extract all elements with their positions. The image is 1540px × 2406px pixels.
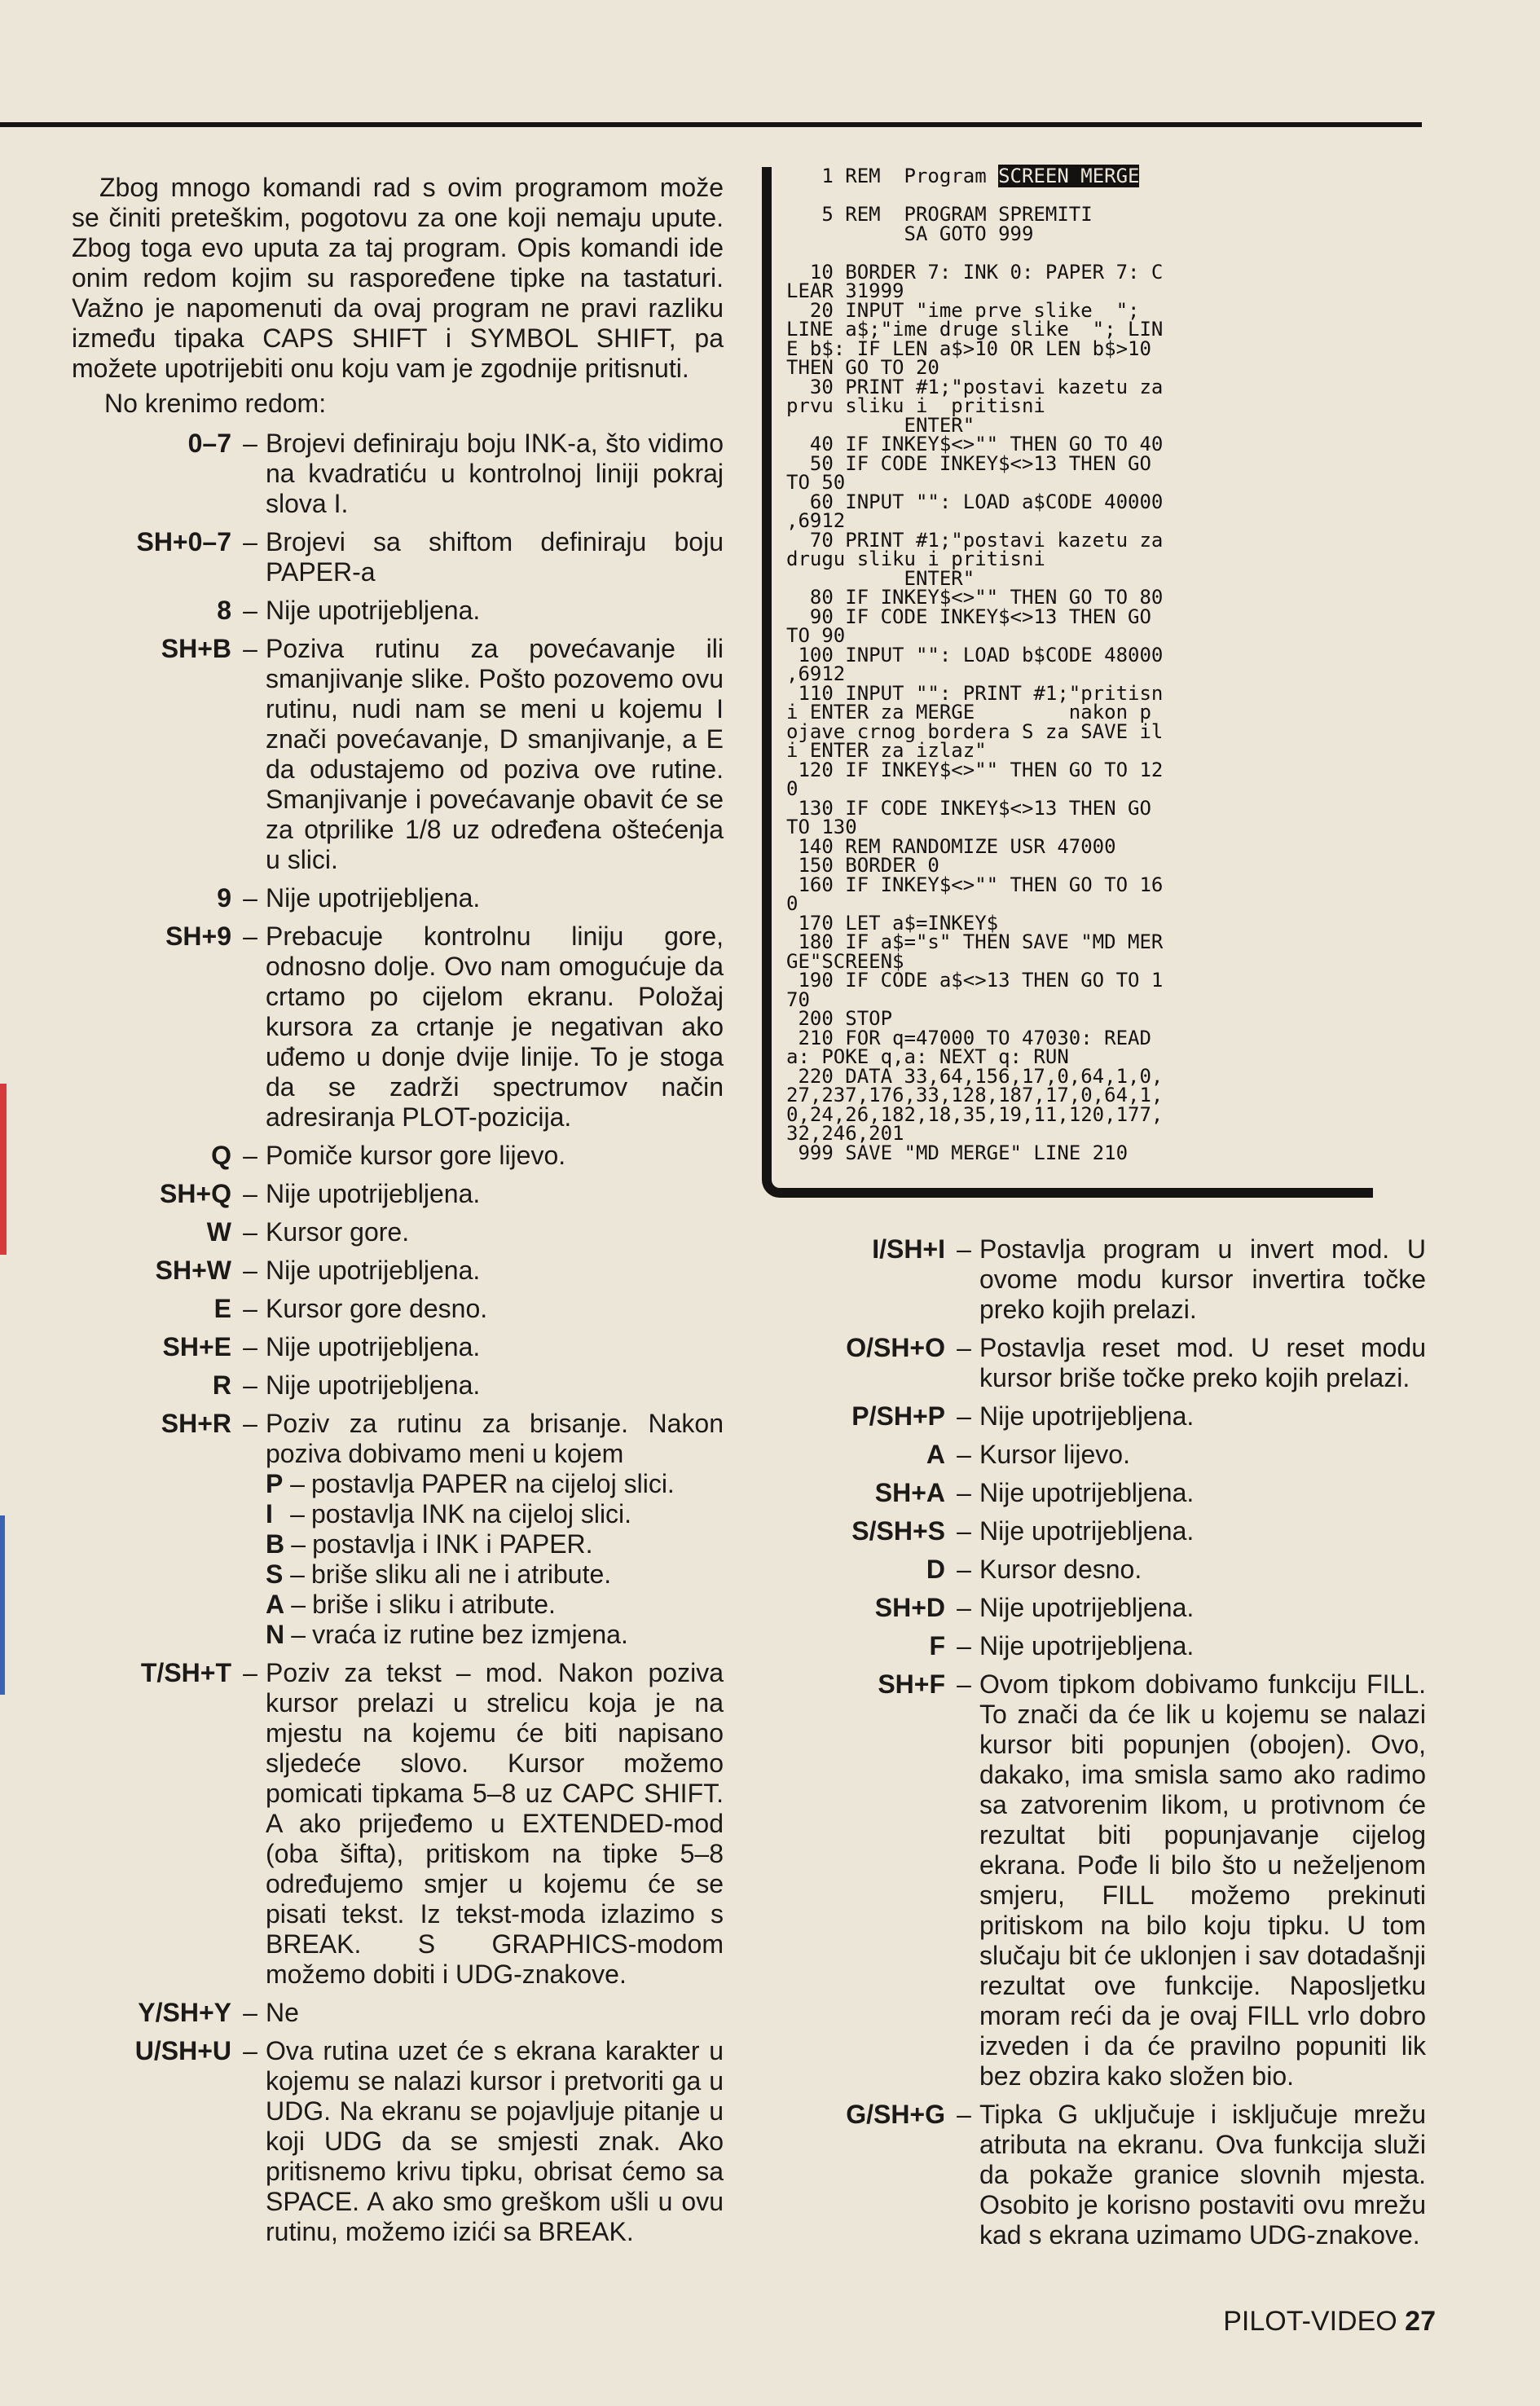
key-label: SH+B bbox=[161, 634, 231, 663]
key-description bbox=[266, 1409, 724, 1650]
code-text: 210 FOR q=47000 TO 47030: READ bbox=[786, 1026, 1151, 1049]
key-description bbox=[266, 429, 724, 519]
page-edge-red bbox=[0, 1084, 7, 1255]
code-line bbox=[786, 643, 1373, 666]
code-text: i ENTER za izlaz" bbox=[786, 739, 987, 762]
code-text: drugu sliku i pritisni bbox=[786, 548, 1045, 570]
dash: – bbox=[243, 1217, 257, 1247]
key-description bbox=[266, 921, 724, 1133]
key-label: 9 bbox=[217, 883, 231, 913]
code-text: 140 REM RANDOMIZE USR 47000 bbox=[786, 834, 1116, 858]
key-entry bbox=[72, 1217, 724, 1247]
submenu-key: N bbox=[266, 1620, 285, 1649]
key-label: I/SH+I bbox=[872, 1234, 945, 1264]
key-description bbox=[266, 634, 724, 875]
key-description bbox=[266, 1256, 724, 1286]
code-text: 32,246,201 bbox=[786, 1122, 904, 1145]
right-key-list bbox=[774, 1234, 1426, 2250]
key-entry bbox=[72, 1370, 724, 1401]
description-text: Poziv za rutinu za brisanje. Nakon poziva dobivamo meni u kojem bbox=[266, 1409, 724, 1468]
key-label: SH+D bbox=[874, 1593, 945, 1622]
code-line bbox=[786, 222, 1373, 245]
dash: – bbox=[291, 1620, 306, 1649]
code-line bbox=[786, 873, 1373, 896]
dash: – bbox=[957, 1234, 971, 1264]
key-entry bbox=[774, 1555, 1426, 1585]
dash: – bbox=[290, 1469, 305, 1498]
code-text: ,6912 bbox=[786, 662, 846, 685]
key-entry bbox=[774, 1333, 1426, 1393]
description-text: Brojevi sa shiftom definiraju boju PAPER-a bbox=[266, 527, 724, 587]
code-text: TO 130 bbox=[786, 816, 857, 838]
dash: – bbox=[243, 1409, 257, 1438]
basic-listing bbox=[786, 167, 1373, 1163]
description-text: Postavlja program u invert mod. U ovome modu kursor invertira točke preko kojih prelazi. bbox=[979, 1234, 1426, 1324]
dash: – bbox=[957, 1333, 971, 1362]
key-description bbox=[979, 1478, 1426, 1508]
key-label: W bbox=[206, 1217, 231, 1247]
submenu-item bbox=[266, 1590, 724, 1620]
key-entry bbox=[72, 634, 724, 875]
key-label: F bbox=[929, 1631, 945, 1660]
dash: – bbox=[243, 1332, 257, 1361]
description-text: Nije upotrijebljena. bbox=[979, 1631, 1195, 1660]
key-description bbox=[266, 1658, 724, 1990]
submenu-desc: postavlja i INK i PAPER. bbox=[312, 1529, 593, 1559]
key-description bbox=[979, 2100, 1426, 2250]
code-text: 200 STOP bbox=[786, 1007, 893, 1030]
key-label: 0–7 bbox=[187, 429, 231, 458]
key-entry bbox=[72, 1409, 724, 1650]
submenu-key: B bbox=[266, 1529, 285, 1559]
code-text: 90 IF CODE INKEY$<>13 THEN GO bbox=[786, 605, 1151, 628]
key-description bbox=[266, 1179, 724, 1209]
intro-lead: No krenimo redom: bbox=[104, 389, 327, 418]
dash: – bbox=[243, 1179, 257, 1208]
code-text: 70 bbox=[786, 987, 810, 1011]
description-text: Ova rutina uzet će s ekrana karakter u kojemu se nalazi kursor i pretvoriti ga u UDG. Na ekranu se pojavljuje pitanje u koji UDG da se smjesti znak. Ako pritisnemo krivu tipku, obrisat ćemo sa SPACE. A ako smo greškom ušli u ovu rutinu, možemo izići sa BREAK. bbox=[266, 2036, 724, 2246]
code-text: 120 IF INKEY$<>"" THEN GO TO 12 bbox=[786, 758, 1164, 781]
dash: – bbox=[243, 1998, 257, 2027]
submenu-desc: postavlja PAPER na cijeloj slici. bbox=[311, 1469, 675, 1498]
key-entry bbox=[72, 527, 724, 587]
key-entry bbox=[72, 2036, 724, 2247]
page-footer bbox=[1223, 2306, 1436, 2338]
code-line bbox=[786, 971, 1373, 991]
code-text: 40 IF INKEY$<>"" THEN GO TO 40 bbox=[786, 433, 1164, 455]
code-line bbox=[786, 605, 1373, 628]
code-text: a: POKE q,a: NEXT q: RUN bbox=[786, 1045, 1069, 1068]
code-text: 999 SAVE "MD MERGE" LINE 210 bbox=[786, 1141, 1129, 1164]
submenu-desc: briše i sliku i atribute. bbox=[312, 1590, 556, 1619]
code-text: TO 50 bbox=[786, 471, 846, 494]
description-text: Kursor gore. bbox=[266, 1217, 410, 1247]
key-description bbox=[979, 1669, 1426, 2092]
dash: – bbox=[957, 1631, 971, 1660]
key-label: T/SH+T bbox=[140, 1658, 231, 1687]
code-text: 0,24,26,182,18,35,19,11,120,177, bbox=[786, 1102, 1164, 1126]
dash: – bbox=[243, 596, 257, 625]
code-text: 190 IF CODE a$<>13 THEN GO TO 1 bbox=[786, 969, 1164, 992]
key-description bbox=[979, 1401, 1426, 1432]
submenu-key: P bbox=[266, 1469, 284, 1498]
submenu-item bbox=[266, 1620, 724, 1650]
description-text: Prebacuje kontrolnu liniju gore, odnosno dolje. Ovo nam omogućuje da crtamo po cijelom ekranu. Položaj kursora za crtanje je negativan ako uđemo u donje dvije linije. To je stoga da se zadrži spectrumov način adresiranja PLOT-pozicija. bbox=[266, 921, 724, 1132]
key-entry bbox=[774, 1631, 1426, 1661]
key-label: SH+E bbox=[162, 1332, 231, 1361]
key-description bbox=[266, 1141, 724, 1171]
description-text: Ne bbox=[266, 1998, 299, 2027]
code-text: ,6912 bbox=[786, 509, 846, 532]
code-text: 170 LET a$=INKEY$ bbox=[786, 911, 999, 935]
code-text: 130 IF CODE INKEY$<>13 THEN GO bbox=[786, 796, 1151, 820]
key-entry bbox=[72, 1179, 724, 1209]
code-text: LEAR 31999 bbox=[786, 279, 904, 302]
description-text: Kursor desno. bbox=[979, 1555, 1142, 1584]
key-label: SH+R bbox=[161, 1409, 231, 1438]
dash: – bbox=[957, 1478, 971, 1507]
key-description bbox=[266, 883, 724, 913]
description-text: Nije upotrijebljena. bbox=[979, 1401, 1195, 1431]
submenu-item bbox=[266, 1559, 724, 1590]
key-entry bbox=[774, 1440, 1426, 1470]
key-description bbox=[979, 1440, 1426, 1470]
description-text: Poziva rutinu za povećavanje ili smanjivanje slike. Pošto pozovemo ovu rutinu, nudi nam se meni u kojemu I znači povećavanje, D smanjivanje, a E da odustajemo od poziva ove rutine. Smanjivanje i povećavanje obavit će se za otprilike 1/8 uz određena oštećenja u slici. bbox=[266, 634, 724, 874]
description-text: Nije upotrijebljena. bbox=[979, 1516, 1195, 1546]
key-label: SH+0–7 bbox=[136, 527, 231, 556]
code-text: 20 INPUT "ime prve slike "; bbox=[786, 298, 1140, 322]
submenu-key: A bbox=[266, 1590, 285, 1619]
dash: – bbox=[243, 1256, 257, 1285]
dash: – bbox=[957, 1669, 971, 1699]
code-line bbox=[786, 167, 1373, 187]
submenu-item bbox=[266, 1529, 724, 1559]
dash: – bbox=[957, 1440, 971, 1469]
key-description bbox=[979, 1593, 1426, 1623]
key-entry bbox=[774, 1478, 1426, 1508]
code-text: GE"SCREEN$ bbox=[786, 949, 904, 973]
key-label: SH+W bbox=[155, 1256, 231, 1285]
key-label: P/SH+P bbox=[851, 1401, 945, 1431]
description-text: Postavlja reset mod. U reset modu kursor briše točke preko kojih prelazi. bbox=[979, 1333, 1426, 1392]
dash: – bbox=[243, 883, 257, 913]
code-text: ENTER" bbox=[786, 413, 975, 437]
code-text: SA GOTO 999 bbox=[786, 222, 1034, 245]
submenu-desc: vraća iz rutine bez izmjena. bbox=[312, 1620, 628, 1649]
key-entry bbox=[72, 1658, 724, 1990]
key-description bbox=[979, 1234, 1426, 1325]
key-label: SH+F bbox=[878, 1669, 945, 1699]
right-column bbox=[774, 1234, 1426, 2259]
dash: – bbox=[957, 1555, 971, 1584]
key-description bbox=[266, 1998, 724, 2028]
key-entry bbox=[72, 1998, 724, 2028]
intro-paragraph: Zbog mnogo komandi rad s ovim programom može se činiti preteškim, pogotovu za one koji nemaju upute. Zbog toga evo uputa za taj program. Opis komandi ide onim redom kojim su raspoređene tipke na tastaturi. Važno je napomenuti da ovaj program ne pravi razliku između tipaka CAPS SHIFT i SYMBOL SHIFT, pa možete upotrijebiti onu koju vam je zgodnije pritisnuti. bbox=[72, 173, 724, 383]
key-entry bbox=[72, 1332, 724, 1362]
submenu-desc: briše sliku ali ne i atribute. bbox=[311, 1559, 612, 1589]
key-label: D bbox=[926, 1555, 945, 1584]
key-label: S/SH+S bbox=[851, 1516, 945, 1546]
dash: – bbox=[243, 1294, 257, 1323]
code-text: 100 INPUT "": LOAD b$CODE 48000 bbox=[786, 643, 1164, 666]
key-label: G/SH+G bbox=[846, 2100, 945, 2129]
key-entry bbox=[774, 1401, 1426, 1432]
code-text: THEN GO TO 20 bbox=[786, 356, 939, 379]
code-text: 50 IF CODE INKEY$<>13 THEN GO bbox=[786, 451, 1151, 475]
key-entry bbox=[774, 1234, 1426, 1325]
description-text: Nije upotrijebljena. bbox=[266, 1179, 481, 1208]
dash: – bbox=[243, 2036, 257, 2065]
key-label: SH+Q bbox=[159, 1179, 231, 1208]
dash: – bbox=[957, 1516, 971, 1546]
dash: – bbox=[290, 1499, 305, 1528]
description-text: Nije upotrijebljena. bbox=[266, 1332, 481, 1361]
code-text: 180 IF a$="s" THEN SAVE "MD MER bbox=[786, 930, 1164, 953]
code-text: 110 INPUT "": PRINT #1;"pritisn bbox=[786, 681, 1164, 705]
page-number: 27 bbox=[1405, 2306, 1436, 2337]
key-entry bbox=[72, 596, 724, 626]
code-text: 27,237,176,33,128,187,17,0,64,1, bbox=[786, 1084, 1164, 1106]
key-entry bbox=[72, 1141, 724, 1171]
description-text: Nije upotrijebljena. bbox=[266, 596, 481, 625]
key-description bbox=[266, 1294, 724, 1324]
key-entry bbox=[72, 921, 724, 1133]
code-text: 60 INPUT "": LOAD a$CODE 40000 bbox=[786, 490, 1164, 513]
key-entry bbox=[72, 429, 724, 519]
code-text: 160 IF INKEY$<>"" THEN GO TO 16 bbox=[786, 873, 1164, 896]
submenu-key: S bbox=[266, 1559, 284, 1589]
code-text: 1 REM Program bbox=[786, 165, 999, 187]
dash: – bbox=[957, 1401, 971, 1431]
dash: – bbox=[291, 1590, 306, 1619]
code-text: 10 BORDER 7: INK 0: PAPER 7: C bbox=[786, 260, 1164, 284]
dash: – bbox=[243, 634, 257, 663]
code-text: 70 PRINT #1;"postavi kazetu za bbox=[786, 528, 1164, 552]
key-description bbox=[266, 527, 724, 587]
submenu-item bbox=[266, 1469, 724, 1499]
dash: – bbox=[243, 1658, 257, 1687]
key-description bbox=[266, 1332, 724, 1362]
dash: – bbox=[957, 2100, 971, 2129]
description-text: Nije upotrijebljena. bbox=[266, 1370, 481, 1400]
key-entry bbox=[774, 1669, 1426, 2092]
top-rule bbox=[0, 122, 1422, 127]
description-text: Tipka G uključuje i isključuje mrežu atributa na ekranu. Ova funkcija služi da pokaže granice slovnih mjesta. Osobito je korisno postaviti ovu mrežu kad s ekrana uzimamo UDG-znakove. bbox=[979, 2100, 1426, 2250]
key-label: SH+9 bbox=[165, 921, 231, 951]
code-text: TO 90 bbox=[786, 624, 846, 647]
left-column bbox=[72, 173, 724, 2255]
key-description bbox=[979, 1631, 1426, 1661]
description-text: Nije upotrijebljena. bbox=[266, 883, 481, 913]
code-line bbox=[786, 1141, 1373, 1164]
code-line bbox=[786, 451, 1373, 475]
description-text: Kursor gore desno. bbox=[266, 1294, 488, 1323]
dash: – bbox=[243, 1141, 257, 1170]
key-label: SH+A bbox=[874, 1478, 945, 1507]
code-text: 0 bbox=[786, 892, 799, 915]
key-label: O/SH+O bbox=[846, 1333, 945, 1362]
key-label: E bbox=[213, 1294, 231, 1323]
code-text: 80 IF INKEY$<>"" THEN GO TO 80 bbox=[786, 586, 1164, 609]
dash: – bbox=[957, 1593, 971, 1622]
submenu-desc: postavlja INK na cijeloj slici. bbox=[311, 1499, 632, 1528]
code-line bbox=[786, 758, 1373, 781]
description-text: Brojevi definiraju boju INK-a, što vidimo na kvadratiću u kontrolnoj liniji pokraj slova I. bbox=[266, 429, 724, 518]
key-entry bbox=[774, 1516, 1426, 1546]
code-text: LINE a$;"ime druge slike "; LIN bbox=[786, 318, 1164, 341]
code-inverse-text: SCREEN MERGE bbox=[998, 165, 1140, 187]
code-text: 150 BORDER 0 bbox=[786, 854, 939, 877]
magazine-name: PILOT-VIDEO bbox=[1223, 2306, 1397, 2337]
key-description bbox=[266, 1217, 724, 1247]
key-description bbox=[266, 2036, 724, 2247]
key-description bbox=[979, 1516, 1426, 1546]
key-entry bbox=[72, 1256, 724, 1286]
key-description bbox=[979, 1555, 1426, 1585]
submenu-key: I bbox=[266, 1499, 273, 1528]
description-text: Nije upotrijebljena. bbox=[266, 1256, 481, 1285]
code-line bbox=[786, 490, 1373, 513]
description-text: Nije upotrijebljena. bbox=[979, 1593, 1195, 1622]
code-line bbox=[786, 796, 1373, 820]
key-entry bbox=[774, 1593, 1426, 1623]
dash: – bbox=[291, 1529, 306, 1559]
description-text: Ovom tipkom dobivamo funkciju FILL. To znači da će lik u kojemu se nalazi kursor biti popunjen (obojen). Ovo, dakako, ima smisla samo ako radimo sa zatvorenim likom, u protivnom će rezultat biti popunjavanje cijelog ekrana. Pođe li bilo što u neželjenom smjeru, FILL možemo prekinuti pritiskom na bilo koju tipku. U tom slučaju bit će uklonjen i sav dotadašnji rezultat ove funkcije. Naposljetku moram reći da je ovaj FILL vrlo dobro izveden i da će pravilno popuniti lik bez obzira kako složen bio. bbox=[979, 1669, 1426, 2091]
key-label: 8 bbox=[217, 596, 231, 625]
code-text: i ENTER za MERGE nakon p bbox=[786, 701, 1151, 724]
code-text: 0 bbox=[786, 777, 799, 800]
key-label: R bbox=[212, 1370, 231, 1400]
description-text: Kursor lijevo. bbox=[979, 1440, 1130, 1469]
submenu-item bbox=[266, 1499, 724, 1529]
key-entry bbox=[774, 2100, 1426, 2250]
code-text: prvu sliku i pritisni bbox=[786, 394, 1045, 417]
description-text: Nije upotrijebljena. bbox=[979, 1478, 1195, 1507]
key-description bbox=[979, 1333, 1426, 1393]
code-text: 30 PRINT #1;"postavi kazetu za bbox=[786, 375, 1164, 398]
dash: – bbox=[243, 527, 257, 556]
description-text: Pomiče kursor gore lijevo. bbox=[266, 1141, 566, 1170]
key-label: Y/SH+Y bbox=[138, 1998, 231, 2027]
key-label: U/SH+U bbox=[134, 2036, 231, 2065]
code-text: 5 REM PROGRAM SPREMITI bbox=[786, 203, 1093, 226]
key-label: A bbox=[926, 1440, 945, 1469]
key-description bbox=[266, 1370, 724, 1401]
dash: – bbox=[243, 921, 257, 951]
code-text: ENTER" bbox=[786, 566, 975, 590]
code-text: ojave crnog bordera S za SAVE il bbox=[786, 719, 1164, 743]
description-text: Poziv za tekst – mod. Nakon poziva kursor prelazi u strelicu koja je na mjestu na kojemu će biti napisano sljedeće slovo. Kursor možemo pomicati tipkama 5–8 uz CAPC SHIFT. A ako prijeđemo u EXTENDED-mod (oba šifta), pritiskom na tipke 5–8 određujemo smjer u kojemu će se pisati tekst. Iz tekst-moda izlazimo s BREAK. S GRAPHICS-modom možemo dobiti i UDG-znakove. bbox=[266, 1658, 724, 1989]
key-description bbox=[266, 596, 724, 626]
dash: – bbox=[290, 1559, 305, 1589]
dash: – bbox=[243, 429, 257, 458]
dash: – bbox=[243, 1370, 257, 1400]
left-key-list bbox=[72, 429, 724, 2247]
key-label: Q bbox=[211, 1141, 231, 1170]
key-entry bbox=[72, 883, 724, 913]
key-entry bbox=[72, 1294, 724, 1324]
code-text: E b$: IF LEN a$>10 OR LEN b$>10 bbox=[786, 336, 1151, 360]
code-text: 220 DATA 33,64,156,17,0,64,1,0, bbox=[786, 1064, 1164, 1088]
page-edge-blue bbox=[0, 1515, 5, 1695]
